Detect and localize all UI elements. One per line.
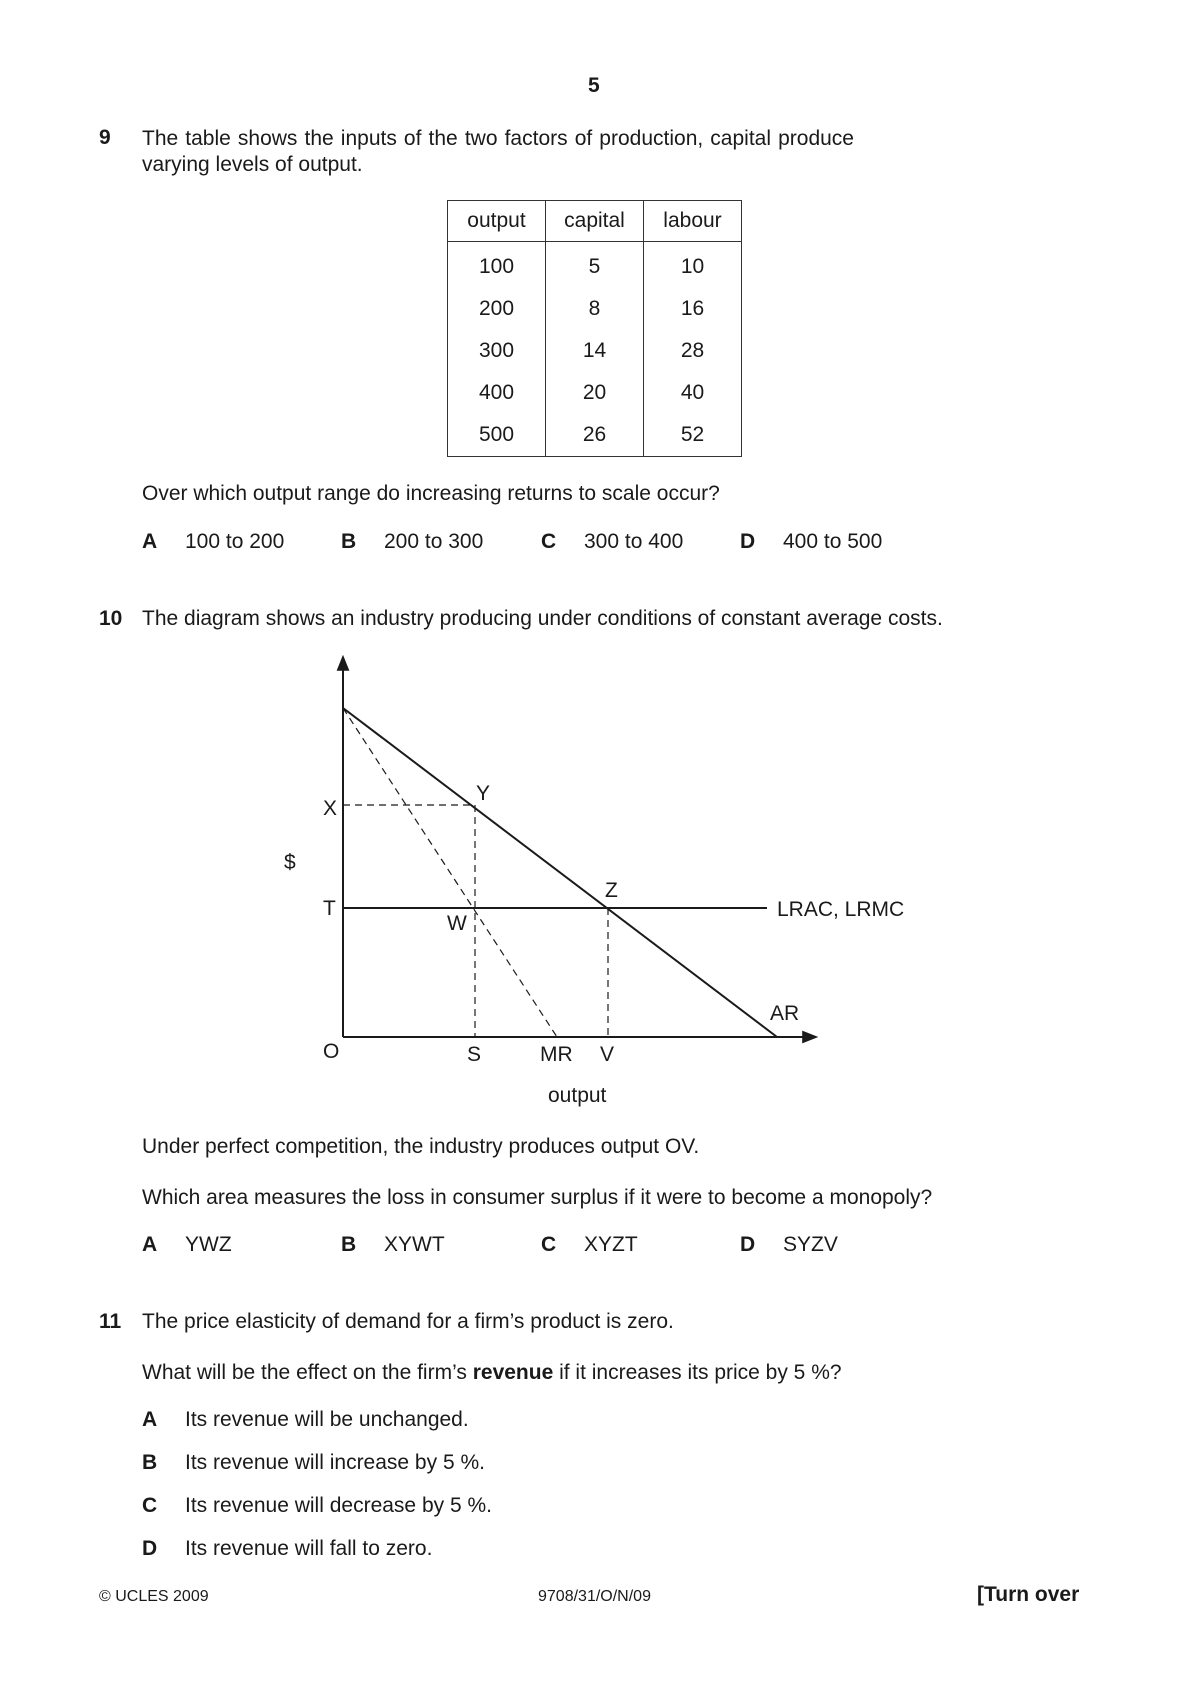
point-v-label: V <box>600 1043 615 1066</box>
table-cell: 28 <box>644 330 742 372</box>
table-cell: 40 <box>644 372 742 414</box>
question-11-prompt-emphasis: revenue <box>472 1361 554 1384</box>
table-cell: 52 <box>644 414 742 457</box>
question-11-text: The price elasticity of demand for a firm’s product is zero. <box>142 1310 674 1333</box>
option-c-letter[interactable]: C <box>142 1494 158 1517</box>
option-b-text[interactable]: Its revenue will increase by 5 %. <box>185 1451 485 1474</box>
option-b-letter[interactable]: B <box>341 530 357 553</box>
table-cell: 20 <box>546 372 644 414</box>
option-a-letter[interactable]: A <box>142 1233 158 1256</box>
table-cell: 200 <box>448 288 546 330</box>
table-header-capital: capital <box>546 201 644 242</box>
cost-line-label: LRAC, LRMC <box>777 898 905 921</box>
table-cell: 100 <box>448 242 546 289</box>
table-cell: 26 <box>546 414 644 457</box>
question-11-prompt-start: What will be the effect on the firm’s <box>142 1361 473 1384</box>
table-header-labour: labour <box>644 201 742 242</box>
table-cell: 8 <box>546 288 644 330</box>
option-c-text[interactable]: Its revenue will decrease by 5 %. <box>185 1494 492 1517</box>
y-axis-label: $ <box>284 851 296 874</box>
option-b-letter[interactable]: B <box>142 1451 158 1474</box>
option-c-text[interactable]: XYZT <box>584 1233 638 1256</box>
point-t-label: T <box>323 897 336 920</box>
mr-line <box>343 708 557 1037</box>
option-d-text[interactable]: Its revenue will fall to zero. <box>185 1537 433 1560</box>
point-y-label: Y <box>476 782 491 805</box>
option-b-letter[interactable]: B <box>341 1233 357 1256</box>
question-9-prompt: Over which output range do increasing returns to scale occur? <box>142 482 720 505</box>
question-9-text: The table shows the inputs of the two factors of production, capital produce varying levels of output. <box>142 127 854 176</box>
option-a-text[interactable]: 100 to 200 <box>185 530 285 553</box>
table-cell: 500 <box>448 414 546 457</box>
option-a-letter[interactable]: A <box>142 1408 158 1431</box>
table-cell: 16 <box>644 288 742 330</box>
point-x-label: X <box>323 797 338 820</box>
option-b-text[interactable]: XYWT <box>384 1233 445 1256</box>
question-9-number: 9 <box>99 126 111 149</box>
option-d-letter[interactable]: D <box>740 1233 756 1256</box>
option-a-text[interactable]: Its revenue will be unchanged. <box>185 1408 469 1431</box>
option-a-text[interactable]: YWZ <box>185 1233 232 1256</box>
option-c-text[interactable]: 300 to 400 <box>584 530 684 553</box>
question-11-number: 11 <box>99 1310 122 1333</box>
point-s-label: S <box>467 1043 482 1066</box>
question-11-prompt <box>142 1361 842 1385</box>
ar-line <box>343 708 777 1037</box>
footer-paper-code: 9708/31/O/N/09 <box>538 1588 651 1605</box>
option-d-text[interactable]: SYZV <box>783 1233 838 1256</box>
question-10-statement: Under perfect competition, the industry produces output OV. <box>142 1135 700 1158</box>
point-mr-label: MR <box>540 1043 573 1066</box>
table-cell: 400 <box>448 372 546 414</box>
table-header-output: output <box>448 201 546 242</box>
origin-label: O <box>323 1040 340 1063</box>
table-cell: 300 <box>448 330 546 372</box>
option-a-letter[interactable]: A <box>142 530 158 553</box>
question-11-prompt-end: if it increases its price by 5 %? <box>553 1361 842 1384</box>
option-b-text[interactable]: 200 to 300 <box>384 530 484 553</box>
table-cell: 5 <box>546 242 644 289</box>
question-10-number: 10 <box>99 607 123 630</box>
table-cell: 14 <box>546 330 644 372</box>
point-ar-label: AR <box>770 1002 800 1025</box>
option-d-letter[interactable]: D <box>740 530 756 553</box>
option-d-text[interactable]: 400 to 500 <box>783 530 883 553</box>
question-10-text: The diagram shows an industry producing under conditions of constant average costs. <box>142 607 943 630</box>
option-d-letter[interactable]: D <box>142 1537 158 1560</box>
point-w-label: W <box>447 912 467 935</box>
turn-over-label: [Turn over <box>977 1583 1080 1606</box>
point-z-label: Z <box>605 879 618 902</box>
footer-copyright: © UCLES 2009 <box>99 1588 209 1605</box>
question-10-prompt: Which area measures the loss in consumer surplus if it were to become a monopoly? <box>142 1186 933 1209</box>
option-c-letter[interactable]: C <box>541 530 557 553</box>
page-number: 5 <box>588 74 600 97</box>
table-cell: 10 <box>644 242 742 289</box>
x-axis-label: output <box>548 1084 607 1107</box>
option-c-letter[interactable]: C <box>541 1233 557 1256</box>
